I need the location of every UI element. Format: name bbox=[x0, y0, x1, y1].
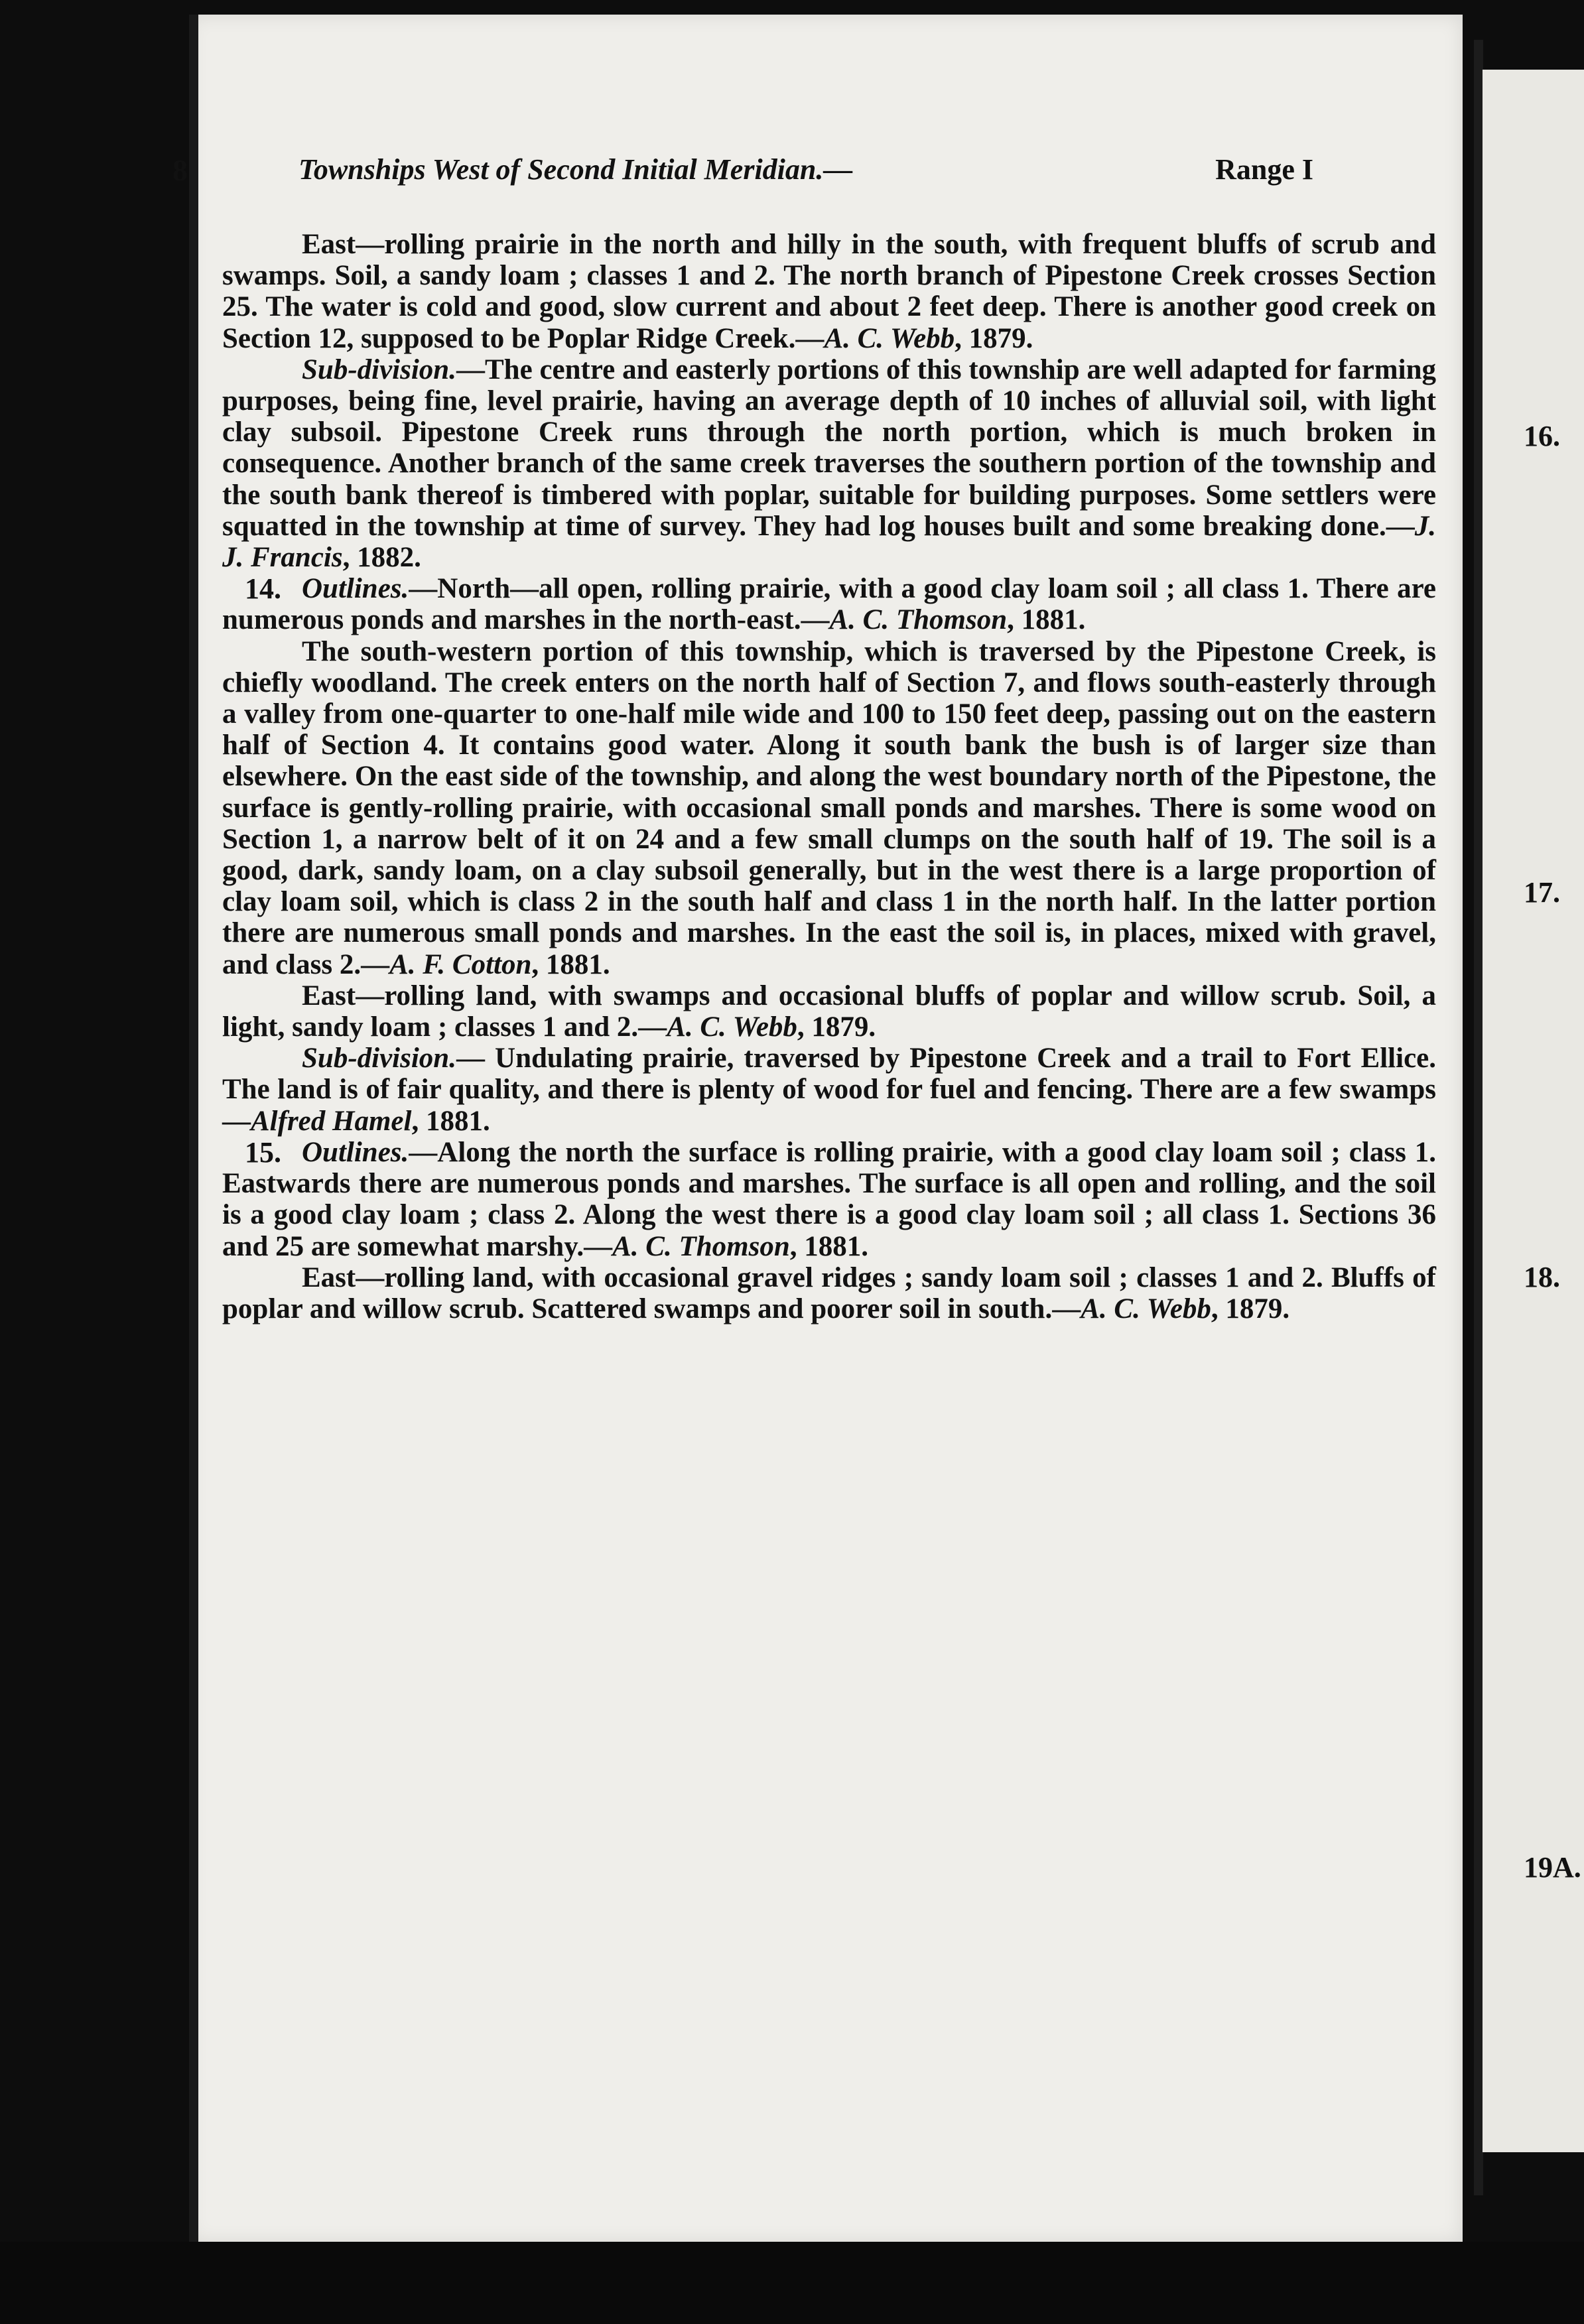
paragraph bbox=[222, 980, 1436, 1043]
text-run: —North—all open, rolling prairie, with a good clay loam soil ; all class 1. There are numerous ponds and marshes in the north-east.— bbox=[222, 573, 1436, 636]
paragraph bbox=[222, 354, 1436, 573]
text-run: East—rolling prairie in the north and hilly in the south, with frequent bluffs of scrub and swamps. Soil, a sandy loam ; classes 1 and 2. The north branch of Pipestone Creek crosses Section 25. The water is cold and good, slow current and about 2 feet deep. There is another good creek on Section 12, supposed to be Poplar Ridge Creek.— bbox=[222, 229, 1436, 354]
italic-text: A. C. Thomson bbox=[829, 604, 1008, 636]
scan-bottom-edge bbox=[0, 2242, 1584, 2324]
text-run: , 1881. bbox=[789, 1230, 868, 1262]
next-page-number: 16. bbox=[1524, 420, 1560, 452]
italic-text: Outlines. bbox=[302, 1136, 409, 1168]
text-run: , 1882. bbox=[342, 542, 421, 574]
text-run: The south-western portion of this township, which is traversed by the Pipestone Creek, is chiefly woodland. The creek enters on the north half of Section 7, and flows south-easterly through a valley from one-quarter to one-half mile wide and 100 to 150 feet deep, passing out on the eastern half of Section 4. It contains good water. Along it south bank the bush is of larger size than elsewhere. On the east side of the township, and along the west boundary north of the Pipestone, the surface is gently-rolling prairie, with occasional small ponds and marshes. There is some wood on Section 1, a narrow belt of it on 24 and a few small clumps on the south half of 19. The soil is a good, dark, sandy loam, on a clay subsoil generally, but in the west there is a large proportion of clay loam soil, which is class 2 in the south half and class 1 in the north half. In the latter portion there are numerous small ponds and marshes. In the east the soil is, in places, mixed with gravel, and class 2.— bbox=[222, 635, 1436, 980]
next-page-number: 17. bbox=[1524, 876, 1560, 909]
range-label: Range I bbox=[1215, 153, 1313, 186]
paragraph bbox=[222, 229, 1436, 354]
paragraph bbox=[222, 1137, 1436, 1262]
italic-text: Sub-division. bbox=[302, 354, 456, 385]
text-run: —The centre and easterly portions of this township are well adapted for farming purposes, being fine, level prairie, having an average depth of 10 inches of alluvial soil, with light clay subsoil. Pipestone Creek runs through the north portion, which is much broken in consequence. Another branch of the same creek traverses the southern portion of the township and the south bank thereof is timbered with poplar, suitable for building purposes. Some settlers were squatted in the township at time of survey. They had log houses built and some breaking done.— bbox=[222, 354, 1436, 542]
page-number: 8 bbox=[172, 153, 188, 187]
italic-text: A. C. Webb bbox=[824, 322, 955, 354]
italic-text: Sub-division. bbox=[302, 1043, 456, 1074]
paragraph bbox=[222, 573, 1436, 635]
italic-text: Alfred Hamel bbox=[251, 1105, 412, 1137]
township-number: 15. bbox=[245, 1135, 281, 1169]
italic-text: Outlines. bbox=[302, 573, 409, 605]
paragraph bbox=[222, 1262, 1436, 1324]
page-title: Townships West of Second Initial Meridian.— bbox=[298, 153, 853, 186]
next-page-fragment bbox=[1483, 70, 1584, 2152]
italic-text: J. J. Francis bbox=[222, 510, 1436, 574]
text-run: , 1879. bbox=[797, 1011, 876, 1043]
page-gutter-edge bbox=[1474, 40, 1483, 2195]
running-header bbox=[172, 153, 1313, 199]
italic-text: A. C. Thomson bbox=[612, 1230, 790, 1262]
township-number: 14. bbox=[245, 572, 281, 606]
text-run: East—rolling land, with swamps and occasional bluffs of poplar and willow scrub. Soil, a light, sandy loam ; classes 1 and 2.— bbox=[222, 980, 1436, 1043]
next-page-number: 19A. bbox=[1524, 1851, 1581, 1884]
text-run: — Undulating prairie, traversed by Pipestone Creek and a trail to Fort Ellice. The land is of fair quality, and there is plenty of wood for fuel and fencing. There are a few swamps — bbox=[222, 1043, 1436, 1137]
text-run: East—rolling land, with occasional gravel ridges ; sandy loam soil ; classes 1 and 2. Bluffs of poplar and willow scrub. Scattered swamps and poorer soil in south.— bbox=[222, 1261, 1436, 1324]
text-run: —Along the north the surface is rolling prairie, with a good clay loam soil ; class 1. Eastwards there are numerous ponds and marshes. The surface is all open and rolling, and the soil is a good clay loam ; class 2. Along the west there is a good clay loam soil ; all class 1. Sections 36 and 25 are somewhat marshy.— bbox=[222, 1136, 1436, 1262]
text-run: , 1881. bbox=[531, 948, 610, 980]
paragraph bbox=[222, 1043, 1436, 1137]
text-run: , 1881. bbox=[1007, 604, 1086, 636]
next-page-number: 18. bbox=[1524, 1261, 1560, 1293]
text-run: , 1881. bbox=[411, 1105, 490, 1137]
italic-text: A. C. Webb bbox=[667, 1011, 797, 1043]
page-body-text bbox=[222, 229, 1436, 1324]
text-run: , 1879. bbox=[1211, 1293, 1290, 1324]
italic-text: A. F. Cotton bbox=[389, 948, 532, 980]
italic-text: A. C. Webb bbox=[1081, 1293, 1211, 1324]
text-run: , 1879. bbox=[955, 322, 1033, 354]
paragraph bbox=[222, 636, 1436, 980]
